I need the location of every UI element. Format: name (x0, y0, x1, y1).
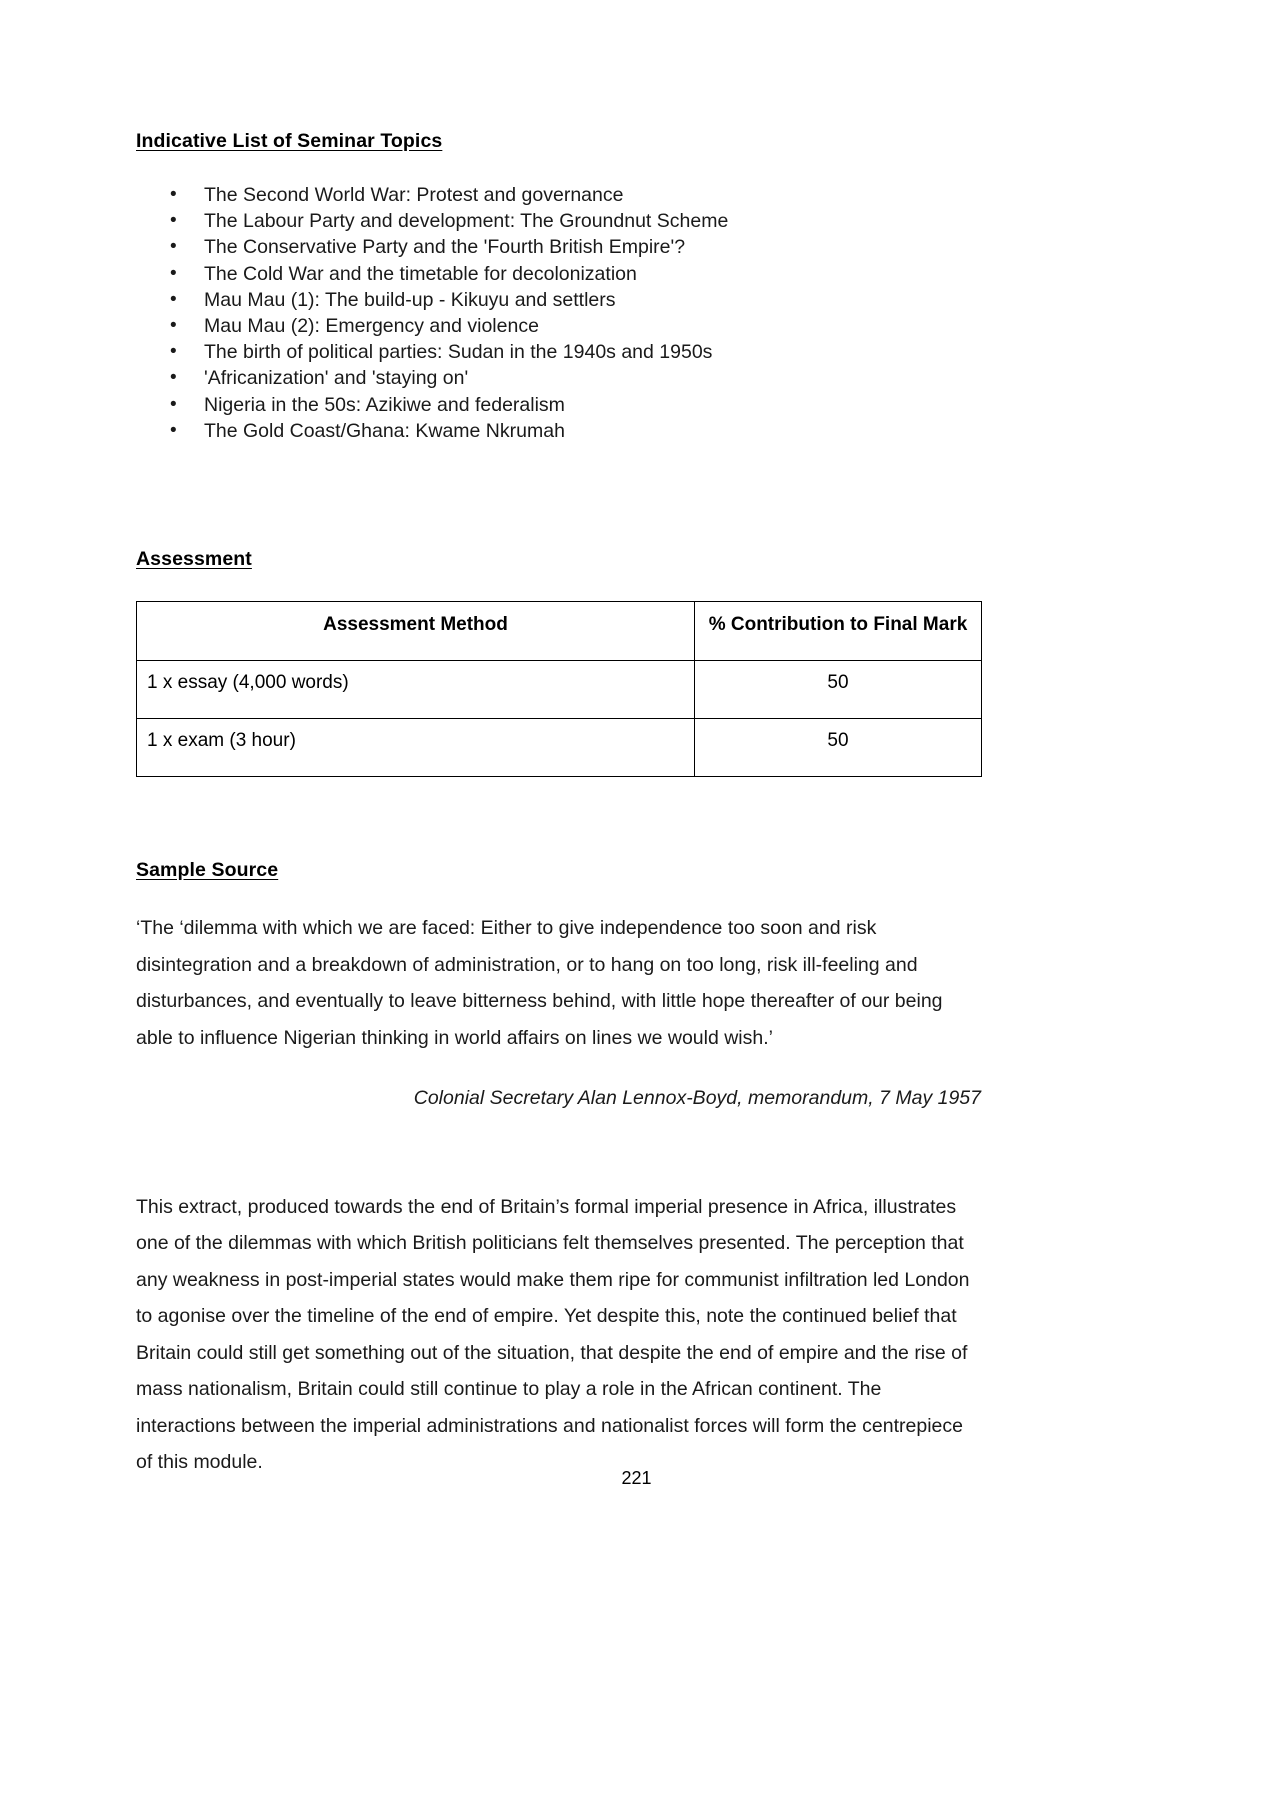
cell-method: 1 x exam (3 hour) (137, 719, 695, 777)
list-item (136, 313, 981, 339)
assessment-heading: Assessment (136, 548, 252, 571)
list-item-label: The Labour Party and development: The Groundnut Scheme (204, 210, 729, 233)
list-item-label: Mau Mau (1): The build-up - Kikuyu and settlers (204, 288, 616, 311)
column-header-percent: % Contribution to Final Mark (695, 602, 982, 661)
spacer (136, 444, 981, 548)
seminar-topics-list (136, 182, 981, 444)
bullet-icon: • (170, 288, 177, 310)
list-item-label: Nigeria in the 50s: Azikiwe and federalism (204, 393, 565, 416)
sample-source-heading: Sample Source (136, 859, 279, 882)
seminar-topics-heading: Indicative List of Seminar Topics (136, 130, 443, 152)
list-item (136, 287, 981, 313)
cell-percent: 50 (695, 719, 982, 777)
list-item-label: The Conservative Party and the 'Fourth British Empire'? (204, 236, 686, 259)
page-content (136, 130, 981, 1481)
list-item-label: The birth of political parties: Sudan in the 1940s and 1950s (204, 341, 713, 364)
assessment-table (136, 601, 982, 777)
bullet-icon: • (170, 419, 177, 441)
table-row (137, 719, 982, 777)
list-item (136, 182, 981, 208)
spacer (136, 777, 981, 859)
list-item (136, 339, 981, 365)
list-item (136, 418, 981, 444)
source-attribution: Colonial Secretary Alan Lennox-Boyd, memorandum, 7 May 1957 (413, 1087, 981, 1110)
commentary-paragraph: This extract, produced towards the end of Britain’s formal imperial presence in Africa, illustrates one of the dilemmas with which British politicians felt themselves presented. The perception that any weakness in post-imperial states would make them ripe for communist infiltration led London to agonise over the timeline of the end of empire. Yet despite this, note the continued belief that Britain could still get something out of the situation, that despite the end of empire and the rise of mass nationalism, Britain could still continue to play a role in the African continent. The interactions between the imperial administrations and nationalist forces will form the centrepiece of this module. (136, 1195, 970, 1474)
table-header-row (137, 602, 982, 661)
list-item-label: 'Africanization' and 'staying on' (204, 367, 469, 390)
list-item (136, 365, 981, 391)
bullet-icon: • (170, 236, 177, 258)
list-item-label: The Cold War and the timetable for decolonization (204, 262, 637, 285)
list-item-label: The Gold Coast/Ghana: Kwame Nkrumah (204, 419, 565, 442)
page-number: 221 (621, 1468, 652, 1488)
list-item-label: The Second World War: Protest and governance (204, 184, 624, 206)
list-item (136, 392, 981, 418)
source-quote: ‘The ‘dilemma with which we are faced: Either to give independence too soon and risk disintegration and a breakdown of administration, or to hang on too long, risk ill-feeling and disturbances, and eventually to leave bitterness behind, with little hope thereafter of our being able to influence Nigerian thinking in world affairs on lines we would wish.’ (136, 917, 943, 1049)
bullet-icon: • (170, 341, 177, 363)
bullet-icon: • (170, 315, 177, 337)
bullet-icon: • (170, 262, 177, 284)
bullet-icon: • (170, 210, 177, 232)
bullet-icon: • (170, 393, 177, 415)
list-item-label: Mau Mau (2): Emergency and violence (204, 315, 539, 338)
table-row (137, 661, 982, 719)
bullet-icon: • (170, 184, 177, 205)
list-item (136, 208, 981, 234)
list-item (136, 261, 981, 287)
bullet-icon: • (170, 367, 177, 389)
cell-method: 1 x essay (4,000 words) (137, 661, 695, 719)
list-item (136, 234, 981, 260)
column-header-method: Assessment Method (137, 602, 695, 661)
cell-percent: 50 (695, 661, 982, 719)
